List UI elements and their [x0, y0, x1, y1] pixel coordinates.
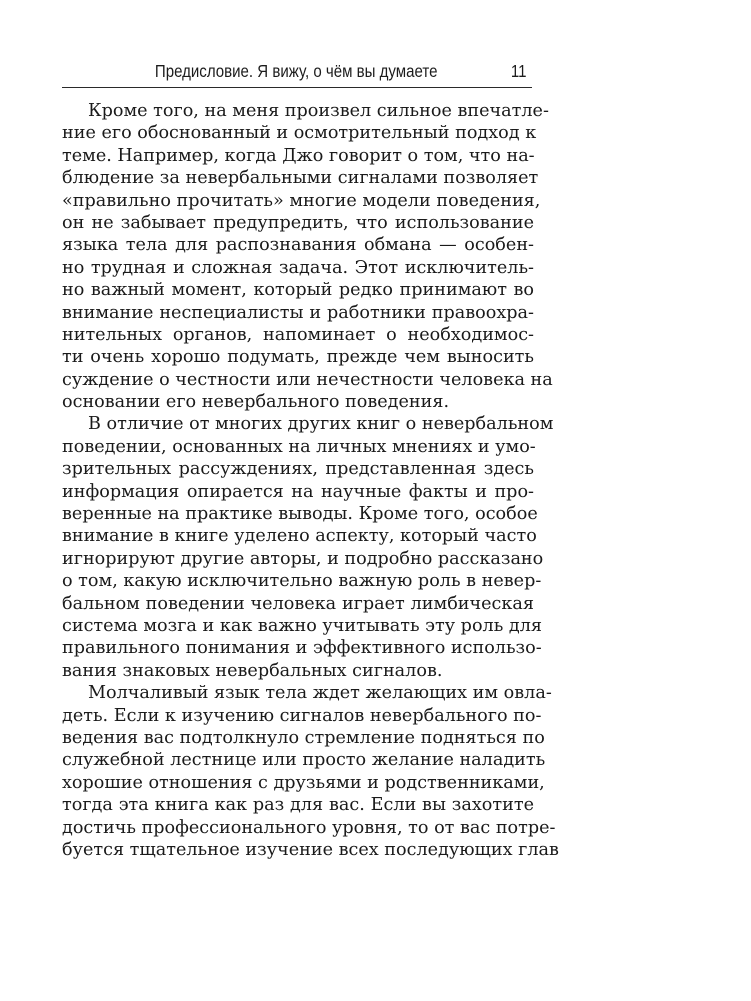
- text-line: «правильно прочитать» многие модели поведения,: [62, 190, 541, 211]
- text-line: тогда эта книга как раз для вас. Если вы захотите: [62, 795, 534, 816]
- text-line: достичь профессионального уровня, то от вас потре-: [62, 817, 556, 838]
- text-line: веренные на практике выводы. Кроме того, особое: [62, 504, 538, 525]
- text-line: служебной лестнице или просто желание наладить: [62, 750, 546, 771]
- paragraph: [62, 682, 559, 861]
- paragraph: [62, 100, 553, 413]
- text-line: суждение о честности или нечестности человека на: [62, 369, 553, 390]
- page-number: 11: [510, 61, 527, 81]
- text-line: внимание в книге уделено аспекту, который часто: [62, 526, 537, 547]
- text-line: внимание неспециалисты и работники правоохра-: [62, 302, 534, 323]
- text-line: поведении, основанных на личных мнениях и умо-: [62, 436, 536, 457]
- text-line: он не забывает предупредить, что использование: [62, 212, 534, 233]
- text-line: нительных органов, напоминает о необходимос-: [62, 324, 534, 345]
- text-line: буется тщательное изучение всех последующих глав: [62, 839, 559, 860]
- text-line: правильного понимания и эффективного использо-: [62, 638, 542, 659]
- text-line: о том, какую исключительно важную роль в невер-: [62, 571, 542, 592]
- text-line: Кроме того, на меня произвел сильное впечатле-: [88, 101, 549, 121]
- text-line: но трудная и сложная задача. Этот исключитель-: [62, 257, 534, 278]
- paragraph: [62, 413, 554, 682]
- text-line: система мозга и как важно учитывать эту роль для: [62, 615, 542, 636]
- text-line: В отличие от многих других книг о невербальном: [88, 414, 554, 435]
- text-line: но важный момент, который редко принимают во: [62, 280, 534, 301]
- text-line: информация опирается на научные факты и про-: [62, 481, 534, 502]
- text-line: деть. Если к изучению сигналов невербального по-: [62, 705, 542, 726]
- header-divider: [62, 87, 532, 88]
- text-line: ти очень хорошо подумать, прежде чем выносить: [62, 347, 534, 368]
- text-line: игнорируют другие авторы, и подробно рассказано: [62, 548, 544, 569]
- text-line: хорошие отношения с друзьями и родственниками,: [62, 772, 545, 793]
- text-line: зрительных рассуждениях, представленная здесь: [62, 459, 534, 480]
- text-line: ние его обоснованный и осмотрительный подход к: [62, 123, 537, 144]
- text-line: вания знаковых невербальных сигналов.: [62, 660, 443, 681]
- chapter-title: Предисловие. Я вижу, о чём вы думаете: [154, 61, 438, 81]
- text-line: ведения вас подтолкнуло стремление подняться по: [62, 727, 545, 748]
- body-text: [62, 100, 559, 861]
- text-line: Молчаливый язык тела ждет желающих им овла-: [88, 683, 552, 704]
- text-line: бальном поведении человека играет лимбическая: [62, 593, 534, 614]
- text-line: блюдение за невербальными сигналами позволяет: [62, 168, 539, 189]
- text-line: основании его невербального поведения.: [62, 392, 450, 413]
- text-line: теме. Например, когда Джо говорит о том, что на-: [62, 145, 535, 166]
- text-line: языка тела для распознавания обмана — особен-: [62, 235, 534, 256]
- running-header: [62, 60, 527, 86]
